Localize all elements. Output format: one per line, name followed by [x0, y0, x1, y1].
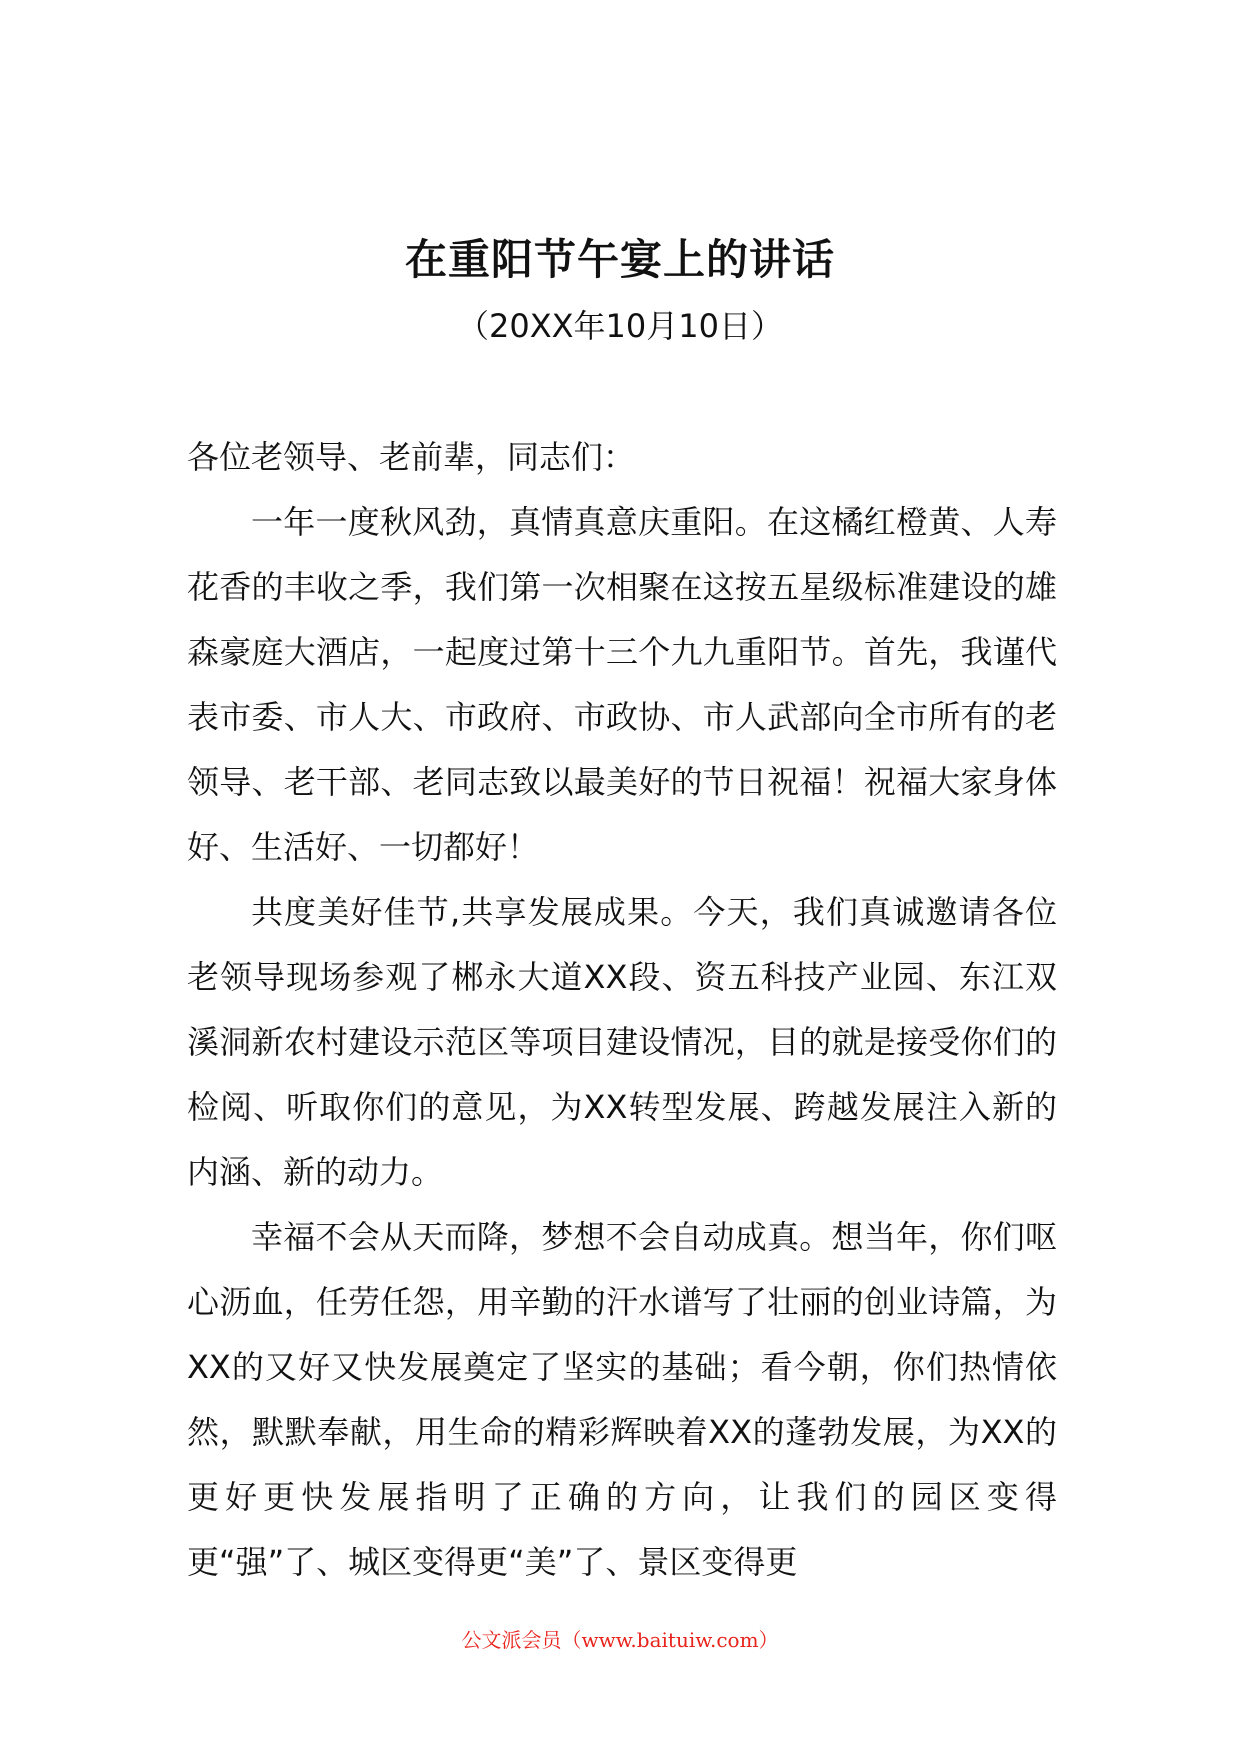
paragraph-1: 一年一度秋风劲，真情真意庆重阳。在这橘红橙黄、人寿花香的丰收之季，我们第一次相聚在这按五星级标准建设的雄森豪庭大酒店，一起度过第十三个九九重阳节。首先，我谨代表市委、市人大、市政府、市政协、市人武部向全市所有的老领导、老干部、老同志致以最美好的节日祝福！祝福大家身体好、生活好、一切都好！: [187, 503, 1057, 866]
document-body: [187, 425, 1057, 1595]
document-date: （20XX年10月10日）: [456, 307, 783, 345]
document-title: 在重阳节午宴上的讲话: [404, 235, 835, 284]
paragraph-2: 共度美好佳节,共享发展成果。今天，我们真诚邀请各位老领导现场参观了郴永大道XX段、资五科技产业园、东江双溪洞新农村建设示范区等项目建设情况，目的就是接受你们的检阅、听取你们的意见，为XX转型发展、跨越发展注入新的内涵、新的动力。: [187, 893, 1057, 1191]
footer-watermark-text: 公文派会员（www.baituiw.com）: [461, 1628, 779, 1652]
salutation: 各位老领导、老前辈，同志们：: [187, 438, 636, 476]
paragraph-3: 幸福不会从天而降，梦想不会自动成真。想当年，你们呕心沥血，任劳任怨，用辛勤的汗水谱写了壮丽的创业诗篇，为XX的又好又快发展奠定了坚实的基础；看今朝，你们热情依然，默默奉献，用生命的精彩辉映着XX的蓬勃发展，为XX的更好更快发展指明了正确的方向，让我们的园区变得更“强”了、城区变得更“美”了、景区变得更: [187, 1218, 1057, 1581]
